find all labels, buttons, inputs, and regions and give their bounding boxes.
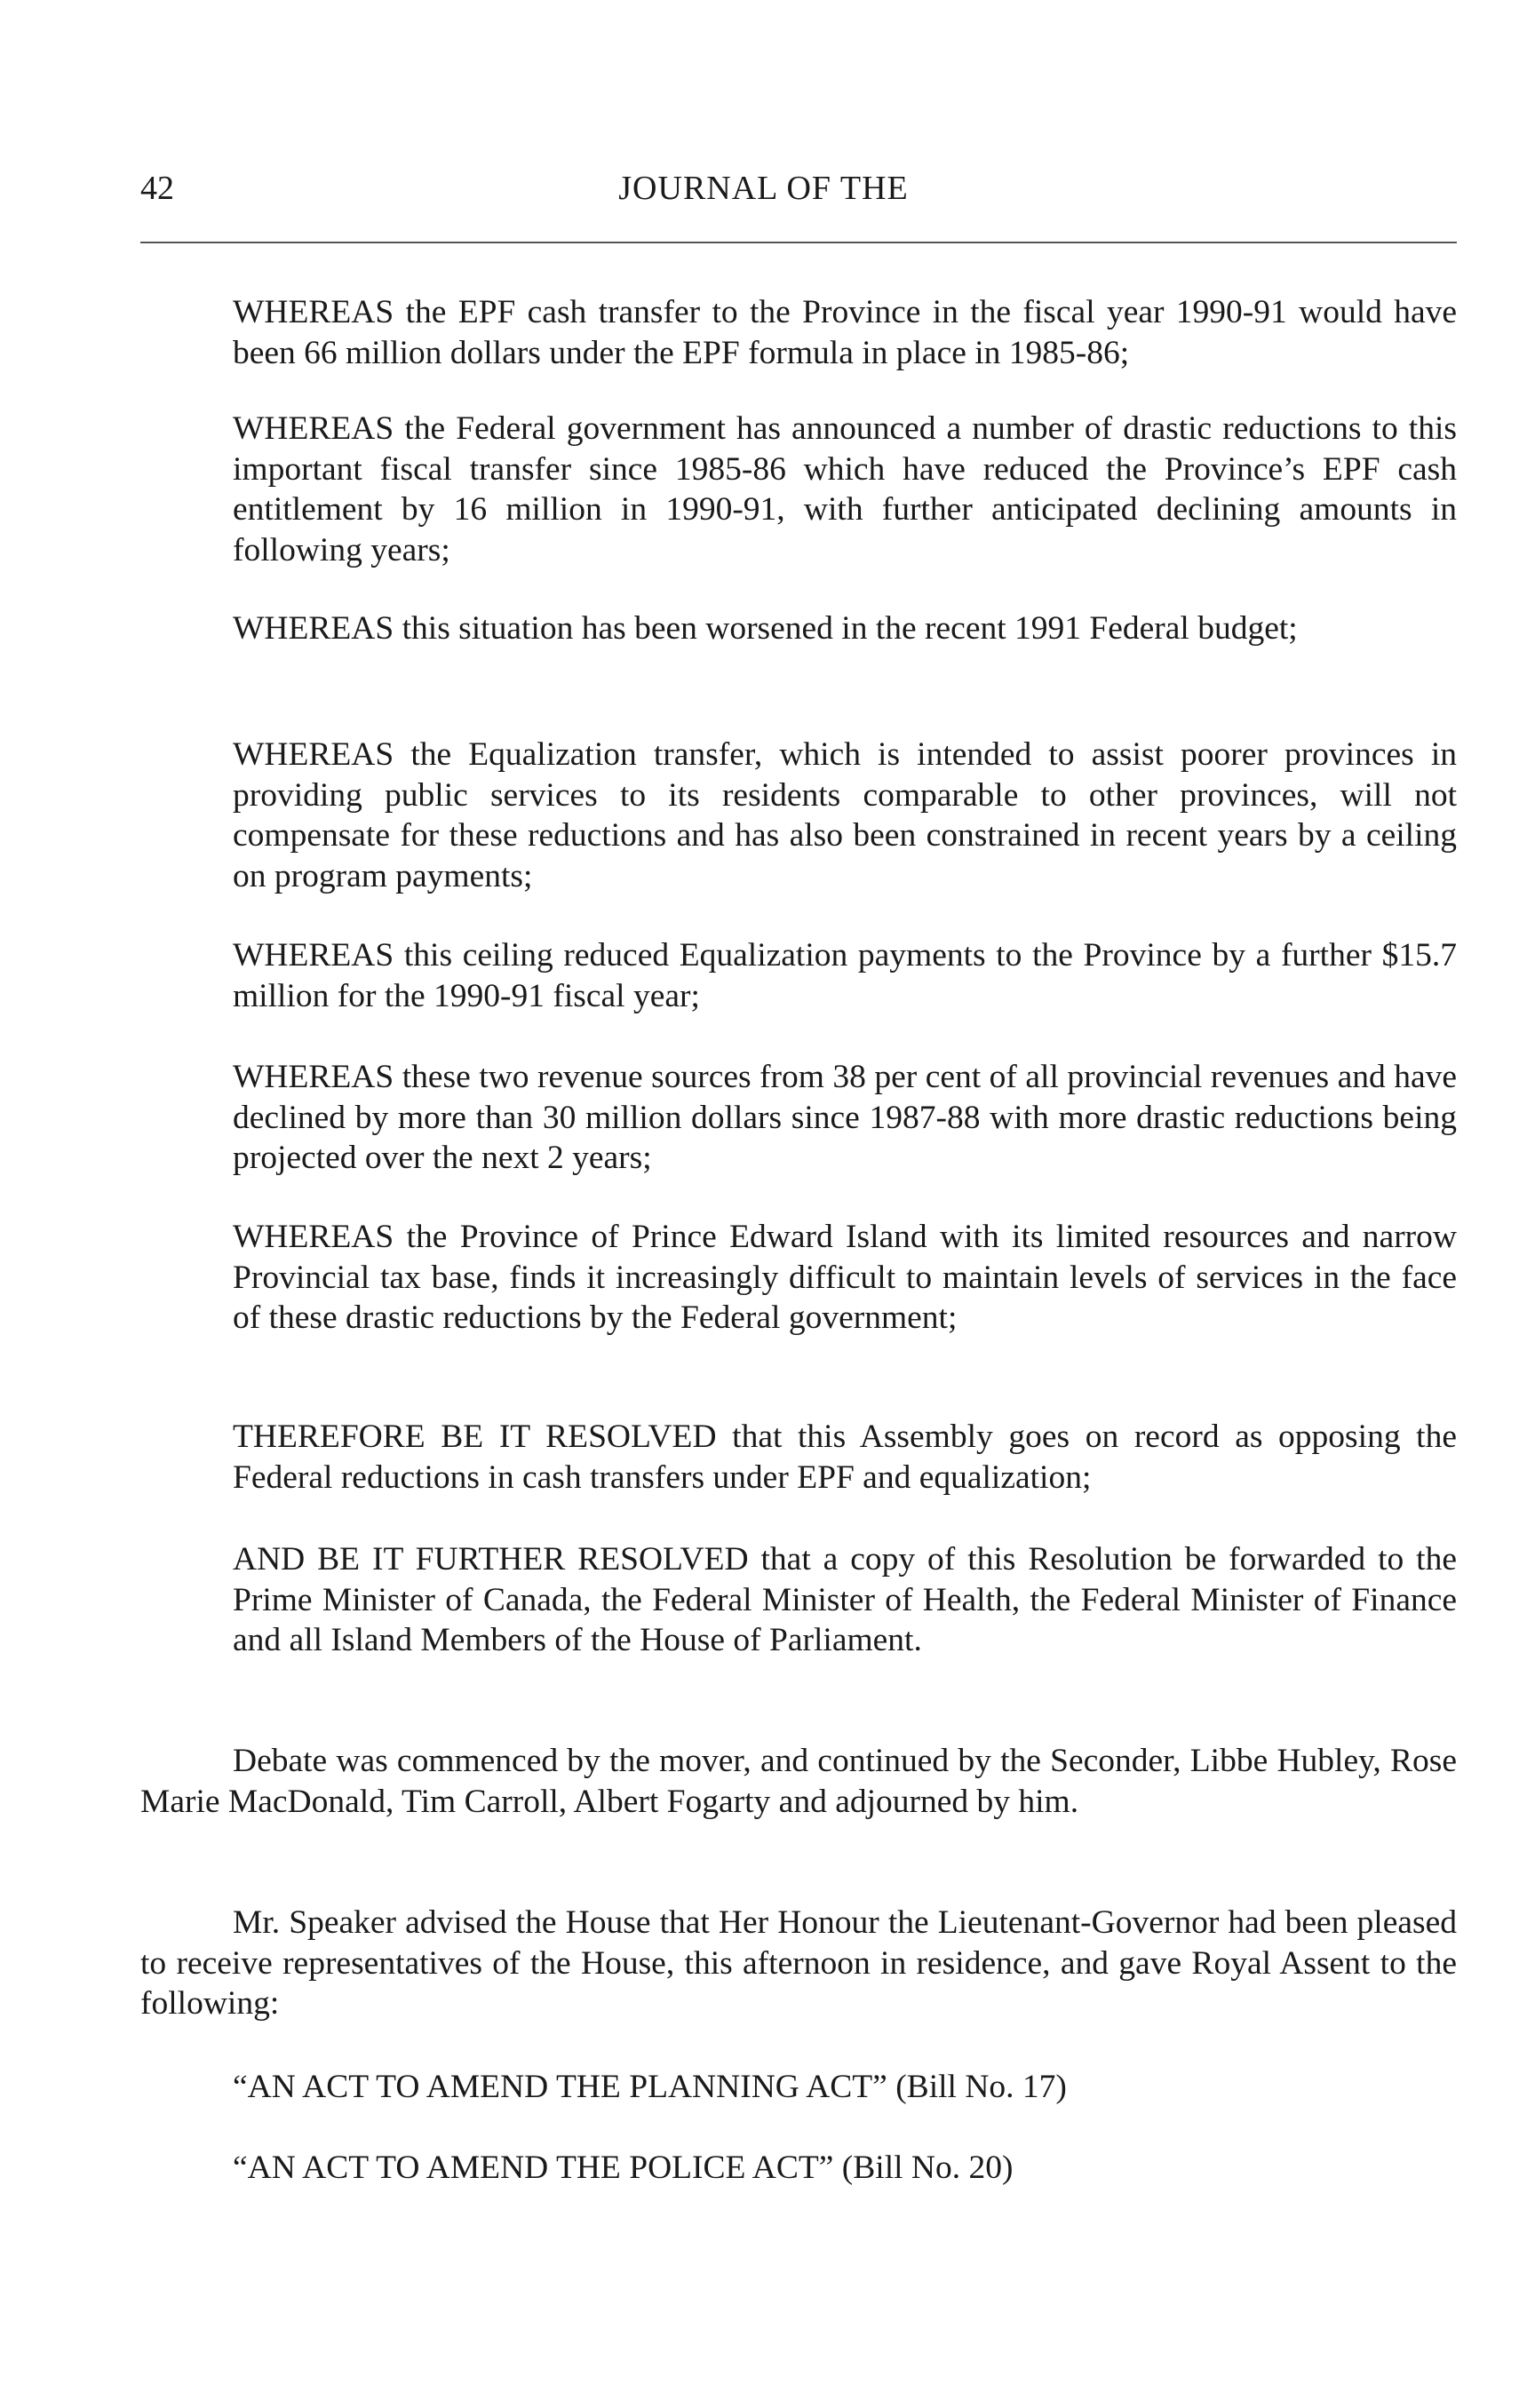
bill-item: “AN ACT TO AMEND THE PLANNING ACT” (Bill No. 17) bbox=[233, 2069, 1067, 2105]
whereas-paragraph-3: WHEREAS this situation has been worsened in the recent 1991 Federal budget; bbox=[233, 610, 1298, 647]
debate-paragraph: Debate was commenced by the mover, and continued by the Seconder, Libbe Hubley, Rose Marie MacDonald, Tim Carroll, Albert Fogarty and adjourned by him. bbox=[140, 1743, 1457, 1820]
resolved-paragraph-1: THEREFORE BE IT RESOLVED that this Assembly goes on record as opposing the Federal reductions in cash transfers under EPF and equalization; bbox=[233, 1419, 1457, 1496]
running-head: JOURNAL OF THE bbox=[618, 170, 909, 207]
whereas-paragraph-6: WHEREAS these two revenue sources from 38 per cent of all provincial revenues and have declined by more than 30 million dollars since 1987-88 with more drastic reductions being projected over the next 2 years; bbox=[233, 1059, 1457, 1176]
whereas-paragraph-1: WHEREAS the EPF cash transfer to the Province in the fiscal year 1990-91 would have been 66 million dollars under the EPF formula in place in 1985-86; bbox=[233, 294, 1457, 371]
royal-assent-paragraph: Mr. Speaker advised the House that Her Honour the Lieutenant-Governor had been pleased to receive representatives of the House, this afternoon in residence, and gave Royal Assent to the following: bbox=[140, 1904, 1457, 2022]
whereas-paragraph-7: WHEREAS the Province of Prince Edward Island with its limited resources and narrow Provincial tax base, finds it increasingly difficult to maintain levels of services in the face of these drastic reductions by the Federal government; bbox=[233, 1219, 1457, 1336]
whereas-paragraph-2: WHEREAS the Federal government has announced a number of drastic reductions to this important fiscal transfer since 1985-86 which have reduced the Province’s EPF cash entitlement by 16 million in 1990-91, with further anticipated declining amounts in following years; bbox=[233, 410, 1457, 568]
bill-item: “AN ACT TO AMEND THE POLICE ACT” (Bill No. 20) bbox=[233, 2150, 1014, 2186]
whereas-paragraph-5: WHEREAS this ceiling reduced Equalization payments to the Province by a further $15.7 million for the 1990-91 fiscal year; bbox=[233, 937, 1457, 1014]
page-number: 42 bbox=[140, 170, 174, 207]
header-rule bbox=[140, 242, 1457, 243]
whereas-paragraph-4: WHEREAS the Equalization transfer, which is intended to assist poorer provinces in providing public services to its residents comparable to other provinces, will not compensate for these reductions and has also been constrained in recent years by a ceiling on program payments; bbox=[233, 736, 1457, 894]
resolved-paragraph-2: AND BE IT FURTHER RESOLVED that a copy of this Resolution be forwarded to the Prime Minister of Canada, the Federal Minister of Health, the Federal Minister of Finance and all Island Members of the House of Parliament. bbox=[233, 1541, 1457, 1658]
